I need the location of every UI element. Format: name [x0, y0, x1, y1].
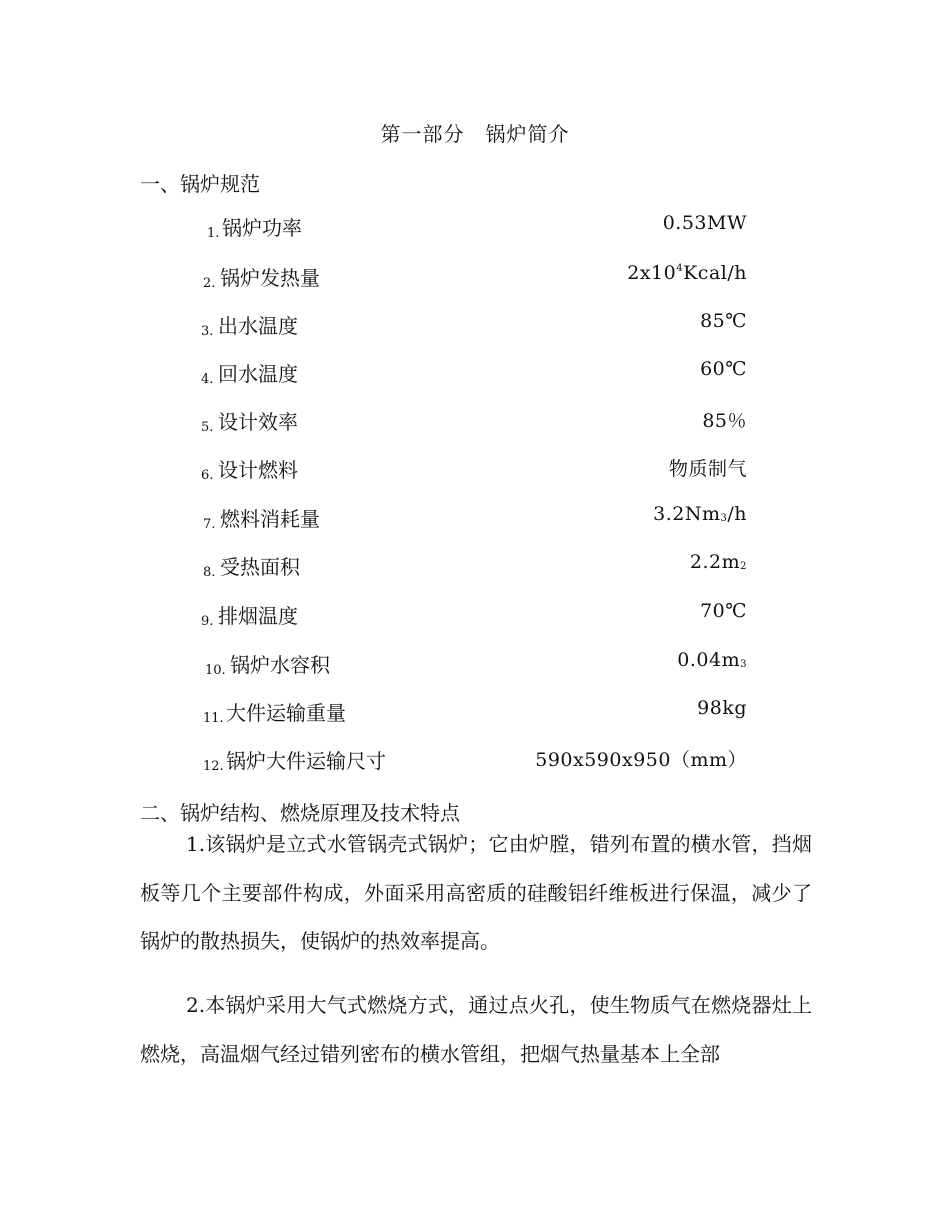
spec-value-superscript: 4	[676, 263, 684, 274]
spec-number: 12.	[203, 759, 224, 774]
spec-label: 燃料消耗量	[220, 507, 320, 531]
spec-number: 7.	[203, 517, 216, 532]
spec-value	[700, 310, 747, 332]
spec-label: 设计燃料	[218, 458, 298, 482]
spec-row	[0, 543, 950, 591]
spec-value-main: 85℃	[700, 310, 747, 332]
spec-value-main: 98kg	[697, 697, 747, 719]
paragraph-combustion: 2.本锅炉采用大气式燃烧方式，通过点火孔，使生物质气在燃烧器灶上燃烧，高温烟气经过错列密布的横水管组，把烟气热量基本上全部	[140, 993, 812, 1066]
spec-value	[663, 212, 747, 234]
spec-value-main: 3.2Nm	[653, 503, 721, 525]
spec-number: 1.	[207, 226, 220, 241]
spec-row	[0, 689, 950, 737]
spec-value-main: 2x10	[627, 262, 677, 284]
spec-value	[690, 551, 747, 573]
spec-value-main: 85％	[702, 410, 747, 432]
document-title: 第一部分 锅炉简介	[380, 122, 570, 146]
spec-row	[0, 204, 950, 252]
spec-label: 锅炉功率	[222, 216, 302, 240]
spec-row	[0, 592, 950, 640]
spec-number: 9.	[201, 614, 214, 629]
spec-row	[0, 398, 950, 446]
spec-row	[0, 350, 950, 398]
section-heading-boiler-specs: 一、锅炉规范	[140, 172, 260, 196]
spec-row	[0, 495, 950, 543]
spec-value	[677, 649, 747, 671]
spec-value	[702, 406, 747, 433]
spec-number: 2.	[203, 276, 216, 291]
spec-value-main: 60℃	[700, 358, 747, 380]
spec-number: 3.	[201, 324, 214, 339]
spec-row	[0, 302, 950, 350]
spec-label: 回水温度	[218, 362, 298, 386]
spec-value	[669, 454, 747, 481]
spec-label: 受热面积	[220, 555, 300, 579]
spec-number: 6.	[201, 468, 214, 483]
spec-value	[627, 262, 747, 284]
spec-label: 排烟温度	[218, 604, 298, 628]
spec-row	[0, 254, 950, 302]
spec-value	[653, 503, 747, 525]
spec-value-main: 2.2m	[689, 551, 741, 573]
spec-value-main: 590x590x950（mm）	[535, 749, 747, 771]
spec-number: 11.	[203, 711, 224, 726]
spec-label: 出水温度	[218, 314, 298, 338]
paragraph-structure: 1.该锅炉是立式水管锅壳式锅炉；它由炉膛，错列布置的横水管，挡烟板等几个主要部件构成，外面采用高密质的硅酸铝纤维板进行保温，减少了锅炉的散热损失，使锅炉的热效率提高。	[140, 832, 812, 953]
spec-value	[697, 697, 747, 719]
spec-value-main: 70℃	[700, 600, 747, 622]
spec-label: 锅炉水容积	[230, 653, 330, 677]
spec-value-subscript: 2	[740, 561, 747, 572]
spec-value-main: 物质制气	[668, 458, 747, 480]
section-heading-structure: 二、锅炉结构、燃烧原理及技术特点	[140, 801, 460, 825]
spec-value-main: 0.53MW	[662, 212, 747, 234]
spec-label: 锅炉发热量	[220, 266, 320, 290]
spec-value-subscript: 3	[740, 659, 747, 670]
spec-label: 设计效率	[218, 410, 298, 434]
spec-row	[0, 446, 950, 494]
spec-row	[0, 641, 950, 689]
spec-label: 锅炉大件运输尺寸	[226, 749, 386, 773]
spec-value-main: 0.04m	[677, 649, 741, 671]
spec-value	[535, 745, 747, 772]
spec-value-unit: Kcal/h	[683, 262, 747, 284]
spec-number: 8.	[203, 565, 216, 580]
spec-number: 5.	[201, 420, 214, 435]
spec-value	[700, 600, 747, 622]
spec-label: 大件运输重量	[226, 701, 346, 725]
spec-value-subscript: 3	[720, 513, 728, 524]
spec-number: 4.	[201, 372, 214, 387]
spec-value	[700, 358, 747, 380]
spec-number: 10.	[205, 663, 226, 678]
spec-row	[0, 737, 950, 785]
spec-value-unit: /h	[727, 503, 747, 525]
